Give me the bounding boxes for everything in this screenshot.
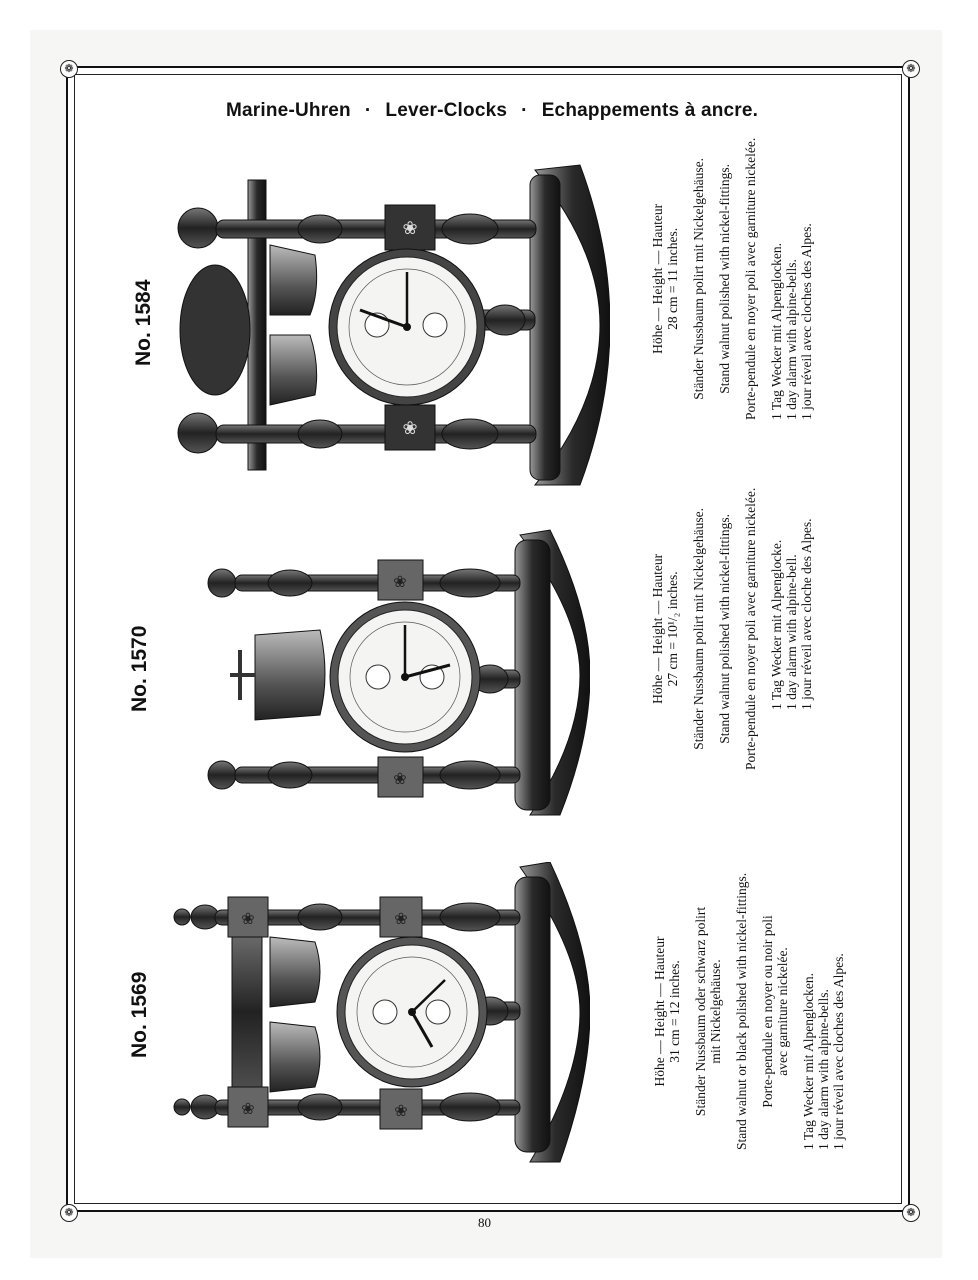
title-separator: · bbox=[364, 100, 372, 121]
stand-german: mit Nickelgehäuse. bbox=[708, 959, 723, 1064]
title-german: Marine-Uhren bbox=[226, 100, 351, 121]
svg-text:❀: ❀ bbox=[393, 574, 407, 591]
stand-french: Porte-pendule en noyer poli avec garniture nickelée. bbox=[743, 487, 758, 770]
product-description-1569 bbox=[652, 873, 846, 1150]
alarm-french: 1 jour réveil avec cloche des Alpes. bbox=[799, 518, 814, 710]
alarm-french: 1 jour réveil avec cloches des Alpes. bbox=[799, 223, 814, 420]
svg-text:❀: ❀ bbox=[393, 771, 407, 788]
title-english: Lever-Clocks bbox=[385, 100, 508, 121]
clock-illustration-1584 bbox=[170, 150, 610, 500]
title-separator: · bbox=[521, 100, 528, 121]
svg-text:❀: ❀ bbox=[241, 1101, 255, 1118]
clock-illustration-1570 bbox=[200, 525, 590, 825]
size-label: Höhe — Height — Hauteur bbox=[652, 936, 667, 1087]
product-number: No. 1569 bbox=[128, 971, 151, 1058]
svg-text:❀: ❀ bbox=[394, 1103, 408, 1120]
alarm-english: 1 day alarm with alpine-bells. bbox=[784, 259, 799, 420]
stand-german: Ständer Nussbaum oder schwarz polirt bbox=[693, 906, 708, 1117]
stand-french: avec garniture nickelée. bbox=[775, 947, 790, 1076]
title-french: Echappements à ancre. bbox=[541, 100, 759, 121]
size-label: Höhe — Height — Hauteur bbox=[650, 203, 665, 354]
svg-text:❀: ❀ bbox=[394, 911, 408, 928]
stand-german: Ständer Nussbaum polirt mit Nickelgehäuse. bbox=[691, 507, 706, 750]
size-label: Höhe — Height — Hauteur bbox=[650, 553, 665, 704]
size-value: 27 cm = 10¹/₂ inches. bbox=[665, 571, 680, 687]
corner-ornament-icon: ❁ bbox=[902, 60, 920, 78]
stand-german: Ständer Nussbaum polirt mit Nickelgehäuse. bbox=[691, 157, 706, 400]
product-number: No. 1584 bbox=[132, 279, 155, 366]
alarm-german: 1 Tag Wecker mit Alpenglocken. bbox=[769, 242, 784, 420]
page-number: 80 bbox=[478, 1215, 491, 1230]
product-description-1570 bbox=[650, 488, 814, 770]
alarm-french: 1 jour réveil avec cloches des Alpes. bbox=[831, 953, 846, 1150]
size-value: 31 cm = 12 inches. bbox=[667, 960, 682, 1063]
svg-text:❀: ❀ bbox=[241, 911, 255, 928]
stand-french: Porte-pendule en noyer ou noir poli bbox=[760, 915, 775, 1108]
stand-french: Porte-pendule en noyer poli avec garniture nickelée. bbox=[743, 137, 758, 420]
alarm-english: 1 day alarm with alpine-bell. bbox=[784, 554, 799, 710]
stand-english: Stand walnut or black polished with nickel-fittings. bbox=[734, 872, 749, 1150]
page-title bbox=[226, 100, 758, 122]
product-description-1584 bbox=[650, 138, 814, 420]
alarm-german: 1 Tag Wecker mit Alpenglocken. bbox=[801, 972, 816, 1150]
corner-ornament-icon: ❁ bbox=[60, 1204, 78, 1222]
alarm-german: 1 Tag Wecker mit Alpenglocke. bbox=[769, 539, 784, 710]
product-number: No. 1570 bbox=[128, 625, 151, 712]
corner-ornament-icon: ❁ bbox=[902, 1204, 920, 1222]
stand-english: Stand walnut polished with nickel-fittings. bbox=[717, 163, 732, 394]
alarm-english: 1 day alarm with alpine-bells. bbox=[816, 989, 831, 1150]
svg-text:❀: ❀ bbox=[402, 218, 418, 238]
stand-english: Stand walnut polished with nickel-fittings. bbox=[717, 513, 732, 744]
clock-illustration-1569 bbox=[170, 862, 590, 1167]
corner-ornament-icon: ❁ bbox=[60, 60, 78, 78]
size-value: 28 cm = 11 inches. bbox=[665, 227, 680, 330]
svg-text:❀: ❀ bbox=[402, 418, 418, 438]
